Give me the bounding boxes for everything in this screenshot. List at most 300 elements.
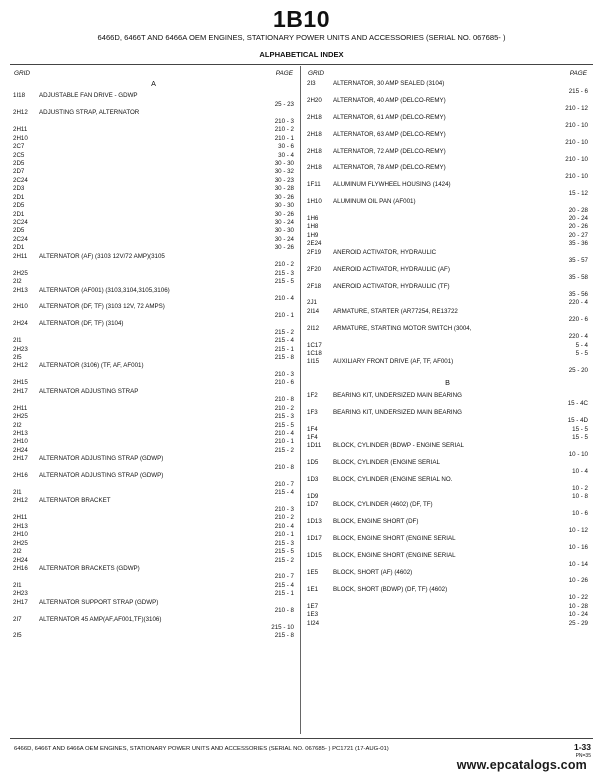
entry-text: BEARING KIT, UNDERSIZED MAIN BEARING [333,391,462,399]
grid-ref: 2C24 [13,219,28,226]
index-entry [12,540,295,548]
page-ref: 30 - 30 [274,227,294,235]
entry-text: ALTERNATOR (DF, TF) (3103 12V, 72 AMPS) [39,303,165,311]
grid-ref: 1D15 [307,552,322,560]
grid-ref: 1F11 [307,181,321,189]
entry-text: ALTERNATOR, 61 AMP (DELCO-REMY) [333,113,446,121]
index-entry [12,135,295,143]
index-entry [12,573,295,581]
index-entry [306,131,589,139]
page-ref: 210 - 2 [274,126,294,134]
watermark: www.epcatalogs.com [456,758,587,772]
index-entry [306,409,589,417]
grid-ref: 2H17 [13,387,28,395]
index-entry [306,283,589,291]
grid-ref: 1I18 [13,92,26,100]
entry-text: BLOCK, SHORT (AF) (4602) [333,568,413,576]
page-ref: 210 - 8 [274,396,294,404]
page-ref: 10 - 28 [568,602,588,610]
index-entry [12,177,295,185]
page-subtitle: 6466D, 6466T AND 6466A OEM ENGINES, STATIONARY POWER UNITS AND ACCESSORIES (SERIAL NO. 067685- ) [97,33,506,42]
index-entry [306,333,589,341]
right-index-column [306,70,589,730]
page-ref: 15 - 4D [567,417,588,425]
index-entry [12,531,295,539]
page-ref: 5 - 4 [575,341,588,349]
index-entry [306,426,589,434]
page-ref: 215 - 3 [274,539,294,547]
index-entry [12,329,295,337]
grid-ref: 2H18 [307,113,322,121]
index-entry [306,342,589,350]
grid-ref: 2F20 [307,265,322,273]
page-ref: 210 - 4 [274,522,294,530]
grid-ref: 2D1 [13,244,25,252]
index-entry [12,548,295,556]
footer-rule [10,738,593,739]
index-entry [12,599,295,607]
entry-text: ALTERNATOR, 72 AMP (DELCO-REMY) [333,147,446,155]
grid-ref: 2E24 [307,240,322,248]
grid-ref: 1D17 [307,535,322,543]
page-ref: 215 - 3 [274,413,294,421]
index-entry [306,434,589,442]
grid-ref: 2H23 [13,590,28,598]
page-ref: 10 - 12 [568,526,588,534]
index-entry [306,620,589,628]
entry-text: ARMATURE, STARTING MOTOR SWITCH (3004, [333,324,472,332]
page-ref: 220 - 4 [568,333,588,341]
grid-header: GRID [308,70,324,77]
grid-ref: 2D5 [13,227,25,235]
page-ref: 210 - 8 [274,463,294,471]
index-entry [306,544,589,552]
section-letter-text: B [445,379,450,388]
page-header: PAGE [569,70,587,77]
page-ref: 10 - 4 [572,467,588,475]
grid-ref: 2H16 [13,564,28,572]
grid-ref: 1D3 [307,476,319,484]
grid-ref: 2H25 [13,413,28,421]
index-entry [306,518,589,526]
index-entry [306,535,589,543]
grid-ref: 1F4 [307,433,318,441]
index-entry [306,299,589,307]
index-entry [12,278,295,286]
column-divider [300,66,301,734]
grid-ref: 2H18 [307,147,322,155]
index-entry [12,481,295,489]
grid-header: GRID [14,70,30,77]
index-entry [12,303,295,311]
grid-ref: 1D9 [307,493,319,500]
index-entry [12,152,295,160]
index-entry [306,468,589,476]
index-entry [306,181,589,189]
index-entry [12,379,295,387]
entry-text: BLOCK, CYLINDER (ENGINE SERIAL NO. [333,476,453,484]
grid-ref: 2D3 [13,185,25,193]
index-entry [12,185,295,193]
index-entry [12,514,295,522]
index-entry [306,249,589,257]
grid-ref: 2H13 [13,429,28,437]
grid-ref: 2I2 [13,421,22,429]
grid-ref: 2D1 [13,210,25,218]
entry-text: ALTERNATOR BRACKETS (GDWP) [39,564,140,572]
entry-text: ALTERNATOR, 40 AMP (DELCO-REMY) [333,96,446,104]
page-ref: 15 - 12 [568,189,588,197]
index-entry [306,400,589,408]
index-entry [12,261,295,269]
index-entry [12,413,295,421]
entry-text: ALTERNATOR 45 AMP(AF,AF001,TF)(3106) [39,615,162,623]
grid-ref: 1E7 [307,602,319,610]
index-entry [306,156,589,164]
index-entry [12,160,295,168]
grid-ref: 1H9 [307,231,319,239]
index-entry [306,367,589,375]
index-entry [12,607,295,615]
entry-text: ALTERNATOR SUPPORT STRAP (GDWP) [39,598,159,606]
index-entry [306,586,589,594]
page-ref: 10 - 24 [568,611,588,619]
index-title: ALPHABETICAL INDEX [259,50,344,59]
grid-ref: 2I1 [13,337,22,345]
grid-ref: 2I7 [13,615,22,623]
page-ref: 210 - 10 [565,155,588,163]
grid-ref: 2D7 [13,168,25,176]
grid-ref: 2I2 [13,548,22,556]
page-ref: 210 - 2 [274,261,294,269]
grid-ref: 1C18 [307,350,322,357]
entry-text: ALTERNATOR (AF) (3103 12V/72 AMP)(3105 [39,252,165,260]
grid-ref: 1E1 [307,585,319,593]
index-entry [306,358,589,366]
index-entry [306,308,589,316]
entry-text: ALTERNATOR ADJUSTING STRAP (GDWP) [39,455,164,463]
index-entry [306,577,589,585]
page-ref: 210 - 10 [565,122,588,130]
entry-text: ALTERNATOR (DF, TF) (3104) [39,320,124,328]
index-entry [12,346,295,354]
page-ref: 10 - 6 [572,509,588,517]
section-letter [306,379,589,387]
index-entry [306,139,589,147]
page-ref: 210 - 4 [274,294,294,302]
section-letter [12,80,295,88]
grid-ref: 2C5 [13,151,25,159]
page-ref: 215 - 3 [274,269,294,277]
index-entry [306,451,589,459]
index-entry [12,295,295,303]
index-entry [12,202,295,210]
index-entry [12,320,295,328]
grid-ref: 1C17 [307,341,322,349]
index-entry [306,97,589,105]
index-entry [12,422,295,430]
page-ref: 215 - 6 [568,88,588,96]
grid-ref: 2H10 [13,134,28,142]
index-entry [12,109,295,117]
index-entry [12,168,295,176]
index-entry [12,236,295,244]
entry-text: ALUMINUM FLYWHEEL HOUSING (1424) [333,181,451,189]
index-entry [12,455,295,463]
index-entry [306,417,589,425]
index-entry [306,274,589,282]
page-ref: 210 - 3 [274,370,294,378]
grid-ref: 2H11 [13,252,28,260]
grid-ref: 2H18 [307,130,322,138]
page-ref: 30 - 26 [274,210,294,218]
index-entry [12,590,295,598]
entry-text: BLOCK, ENGINE SHORT (DF) [333,518,419,526]
index-entry [12,371,295,379]
entry-text: ALTERNATOR ADJUSTING STRAP [39,387,139,395]
page-ref: 215 - 2 [274,328,294,336]
entry-text: ADJUSTING STRAP, ALTERNATOR [39,109,140,117]
entry-text: ANEROID ACTIVATOR, HYDRAULIC [333,248,437,256]
grid-ref: 2H20 [307,96,322,104]
grid-ref: 1E5 [307,568,319,576]
right-column-header [306,70,589,80]
grid-ref: 2H16 [13,472,28,480]
page-ref: 215 - 5 [274,548,294,556]
page-ref: 15 - 5 [572,433,588,441]
index-entry [12,101,295,109]
page-ref: 10 - 22 [568,594,588,602]
entry-text: ALTERNATOR BRACKET [39,497,111,505]
index-entry [306,207,589,215]
page-ref: 30 - 23 [274,176,294,184]
entry-text: ALTERNATOR ADJUSTING STRAP (GDWP) [39,472,164,480]
left-index-rows [12,80,295,641]
left-column-header [12,70,295,80]
index-entry [306,80,589,88]
page-header: PAGE [275,70,293,77]
entry-text: AUXILIARY FRONT DRIVE (AF, TF, AF001) [333,358,454,366]
index-entry [306,442,589,450]
grid-ref: 1D5 [307,459,319,467]
index-entry [12,388,295,396]
page-ref: 10 - 16 [568,543,588,551]
index-entry [306,485,589,493]
page-ref: 215 - 8 [274,632,294,640]
grid-ref: 2H17 [13,455,28,463]
grid-ref: 1H10 [307,198,322,206]
index-entry [12,211,295,219]
index-entry [306,316,589,324]
index-entry [12,337,295,345]
left-index-column [12,70,295,730]
grid-ref: 1D11 [307,442,322,450]
right-index-rows [306,80,589,628]
grid-ref: 2H11 [13,514,28,522]
entry-text: ALUMINUM OIL PAN (AF001) [333,198,416,206]
page-number: 1-33 [573,742,591,752]
page-ref: 20 - 26 [568,223,588,231]
page-ref: 20 - 27 [568,231,588,239]
entry-text: BLOCK, CYLINDER (BDWP - ENGINE SERIAL [333,442,464,450]
page-ref: 215 - 5 [274,421,294,429]
page-ref: 15 - 5 [572,425,588,433]
index-entry [306,325,589,333]
entry-text: BLOCK, ENGINE SHORT (ENGINE SERIAL [333,552,456,560]
page-ref: 30 - 24 [274,219,294,226]
entry-text: BLOCK, CYLINDER (ENGINE SERIAL [333,459,440,467]
index-entry [12,464,295,472]
grid-ref: 2H10 [13,531,28,539]
page-ref: 210 - 1 [274,134,294,142]
index-entry [306,198,589,206]
index-entry [12,194,295,202]
grid-ref: 2H13 [13,522,28,530]
page-ref: 210 - 2 [274,404,294,412]
entry-text: ARMATURE, STARTER (AR77254, RE13722 [333,307,458,315]
grid-ref: 2H17 [13,598,28,606]
page-ref: 35 - 58 [568,274,588,282]
page-ref: 215 - 4 [274,581,294,589]
index-entry [12,624,295,632]
entry-text: BLOCK, SHORT (BDWP) (DF, TF) (4602) [333,585,448,593]
index-entry [306,569,589,577]
index-entry [12,489,295,497]
grid-ref: 1F2 [307,391,318,399]
grid-ref: 1D13 [307,518,322,526]
index-entry [12,118,295,126]
page-ref: 210 - 10 [565,139,588,147]
grid-ref: 2F19 [307,248,322,256]
page-ref: 10 - 2 [572,484,588,492]
page-ref: 210 - 3 [274,117,294,125]
index-entry [306,240,589,248]
index-entry [12,143,295,151]
page-ref: 30 - 4 [278,151,294,159]
index-entry [12,396,295,404]
grid-ref: 1H8 [307,223,319,231]
page-ref: 210 - 2 [274,514,294,522]
grid-ref: 2H25 [13,539,28,547]
grid-ref: 2H24 [13,556,28,564]
index-entry [306,291,589,299]
grid-ref: 2H18 [307,164,322,172]
page-ref: 215 - 10 [271,624,294,631]
page-ref: 210 - 7 [274,573,294,581]
grid-ref: 2H15 [13,379,28,387]
grid-ref: 2H10 [13,303,28,311]
index-entry [306,173,589,181]
grid-ref: 1H6 [307,215,319,222]
page-ref: 15 - 4C [567,400,588,408]
index-entry [306,594,589,602]
grid-ref: 2H10 [13,438,28,446]
index-entry [306,88,589,96]
page-ref: 215 - 1 [274,345,294,353]
entry-text: BLOCK, CYLINDER (4602) (DF, TF) [333,501,433,509]
index-entry [12,126,295,134]
index-entry [12,92,295,100]
page-ref: 35 - 56 [568,290,588,298]
index-entry [12,497,295,505]
page-ref: 210 - 6 [274,379,294,387]
entry-text: ALTERNATOR, 30 AMP SEALED (3104) [333,80,445,87]
index-entry [12,287,295,295]
index-entry [12,270,295,278]
grid-ref: 2I2 [13,278,22,286]
grid-ref: 2C7 [13,143,25,151]
page-ref: 25 - 29 [568,619,588,627]
index-entry [306,350,589,358]
entry-text: BEARING KIT, UNDERSIZED MAIN BEARING [333,408,462,416]
index-entry [12,253,295,261]
entry-text: ALTERNATOR, 63 AMP (DELCO-REMY) [333,130,446,138]
grid-ref: 2H24 [13,320,28,328]
index-entry [12,219,295,227]
index-entry [12,565,295,573]
index-entry [12,438,295,446]
grid-ref: 2I12 [307,324,320,332]
index-entry [306,392,589,400]
index-entry [306,266,589,274]
page-code: PN=35 [575,753,591,759]
page-ref: 30 - 32 [274,168,294,176]
grid-ref: 2C24 [13,235,28,243]
page-ref: 215 - 5 [274,278,294,286]
page-ref: 10 - 10 [568,450,588,458]
grid-ref: 2I1 [13,489,22,496]
page-ref: 5 - 5 [575,350,588,357]
grid-ref: 2I5 [13,632,22,640]
index-entry [306,603,589,611]
page-ref: 20 - 24 [568,215,588,222]
grid-ref: 2H25 [13,269,28,277]
index-entry [306,611,589,619]
grid-ref: 2H24 [13,446,28,454]
page-ref: 215 - 4 [274,337,294,345]
page-ref: 30 - 6 [278,143,294,151]
grid-ref: 2H12 [13,362,28,370]
page-ref: 215 - 2 [274,556,294,564]
entry-text: ANEROID ACTIVATOR, HYDRAULIC (TF) [333,282,450,290]
index-entry [12,523,295,531]
page-ref: 25 - 20 [568,366,588,374]
page-title: 1B10 [273,6,330,32]
page-ref: 210 - 4 [274,429,294,437]
index-entry [306,459,589,467]
index-entry [306,215,589,223]
page-ref: 10 - 26 [568,577,588,585]
page-ref: 30 - 26 [274,244,294,252]
index-entry [12,362,295,370]
grid-ref: 2J1 [307,299,317,307]
index-entry [12,616,295,624]
page-ref: 10 - 8 [572,493,588,500]
grid-ref: 2D1 [13,193,25,201]
page-ref: 210 - 1 [274,531,294,539]
page-ref: 210 - 8 [274,607,294,615]
grid-ref: 2H23 [13,345,28,353]
grid-ref: 1F4 [307,425,318,433]
index-entry [306,476,589,484]
index-entry [12,354,295,362]
page-ref: 215 - 4 [274,489,294,496]
page-ref: 210 - 12 [565,105,588,113]
grid-ref: 1F3 [307,408,318,416]
grid-ref: 1I15 [307,358,320,366]
page-ref: 210 - 7 [274,480,294,488]
entry-text: ANEROID ACTIVATOR, HYDRAULIC (AF) [333,265,450,273]
